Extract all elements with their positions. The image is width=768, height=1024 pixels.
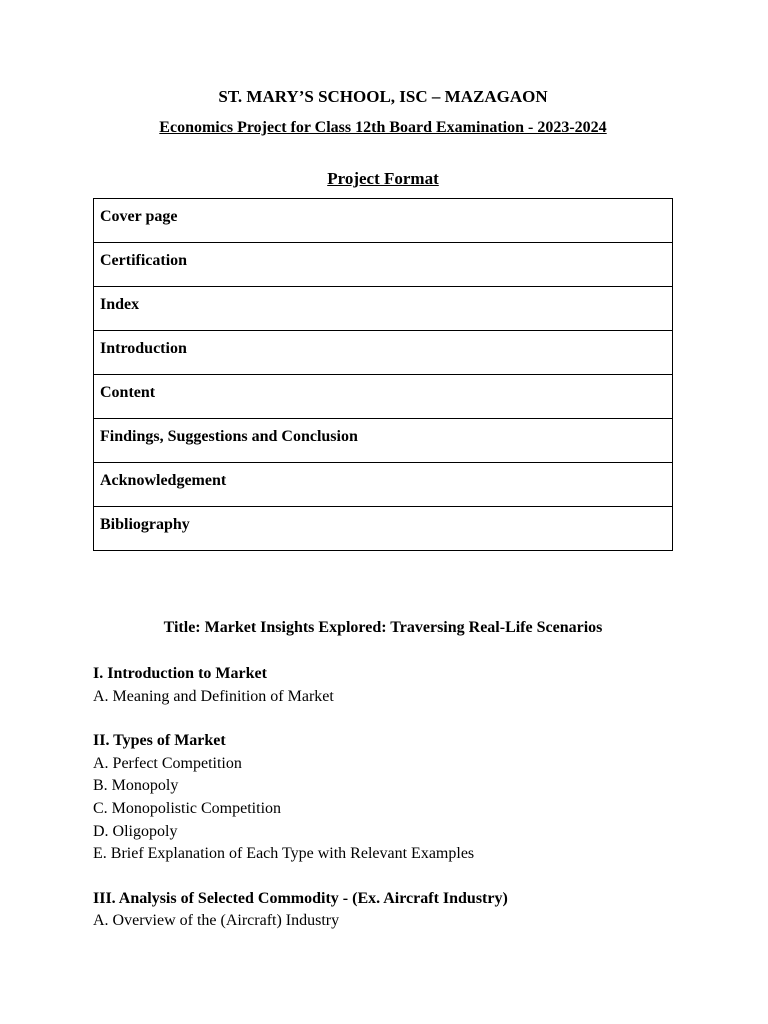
project-subtitle: Economics Project for Class 12th Board Examination - 2023-2024 [159, 119, 607, 136]
outline [93, 663, 713, 955]
section-title: I. Introduction to Market [93, 665, 267, 682]
table-cell: Bibliography [94, 507, 673, 551]
list-item: E. Brief Explanation of Each Type with Relevant Examples [93, 845, 475, 863]
list-item: C. Monopolistic Competition [93, 799, 282, 817]
table-row [94, 419, 673, 463]
list-item: D. Oligopoly [93, 822, 178, 840]
table-cell: Findings, Suggestions and Conclusion [94, 419, 673, 463]
table-cell: Certification [94, 243, 673, 287]
list-item: A. Overview of the (Aircraft) Industry [93, 912, 340, 930]
list-item: A. Meaning and Definition of Market [93, 687, 334, 705]
section-title: II. Types of Market [93, 732, 226, 750]
document-title: Title: Market Insights Explored: Traversing Real-Life Scenarios [163, 619, 603, 636]
table-cell: Introduction [94, 331, 673, 375]
project-format-heading: Project Format [327, 169, 439, 188]
table-row [94, 243, 673, 287]
table-row [94, 375, 673, 419]
project-format-table [93, 198, 673, 551]
table-row [94, 199, 673, 243]
table-row [94, 463, 673, 507]
list-item: B. Monopoly [93, 777, 179, 795]
table-cell: Content [94, 375, 673, 419]
school-name: ST. MARY’S SCHOOL, ISC – MAZAGAON [218, 87, 548, 106]
table-cell: Cover page [94, 199, 673, 243]
table-row [94, 507, 673, 551]
table-cell: Index [94, 287, 673, 331]
list-item: A. Perfect Competition [93, 754, 242, 772]
section-title: III. Analysis of Selected Commodity - (Ex. Aircraft Industry) [93, 889, 508, 907]
table-cell: Acknowledgement [94, 463, 673, 507]
table-row [94, 287, 673, 331]
outline-section [93, 888, 713, 933]
table-row [94, 331, 673, 375]
outline-section [93, 663, 713, 708]
outline-section [93, 730, 713, 866]
